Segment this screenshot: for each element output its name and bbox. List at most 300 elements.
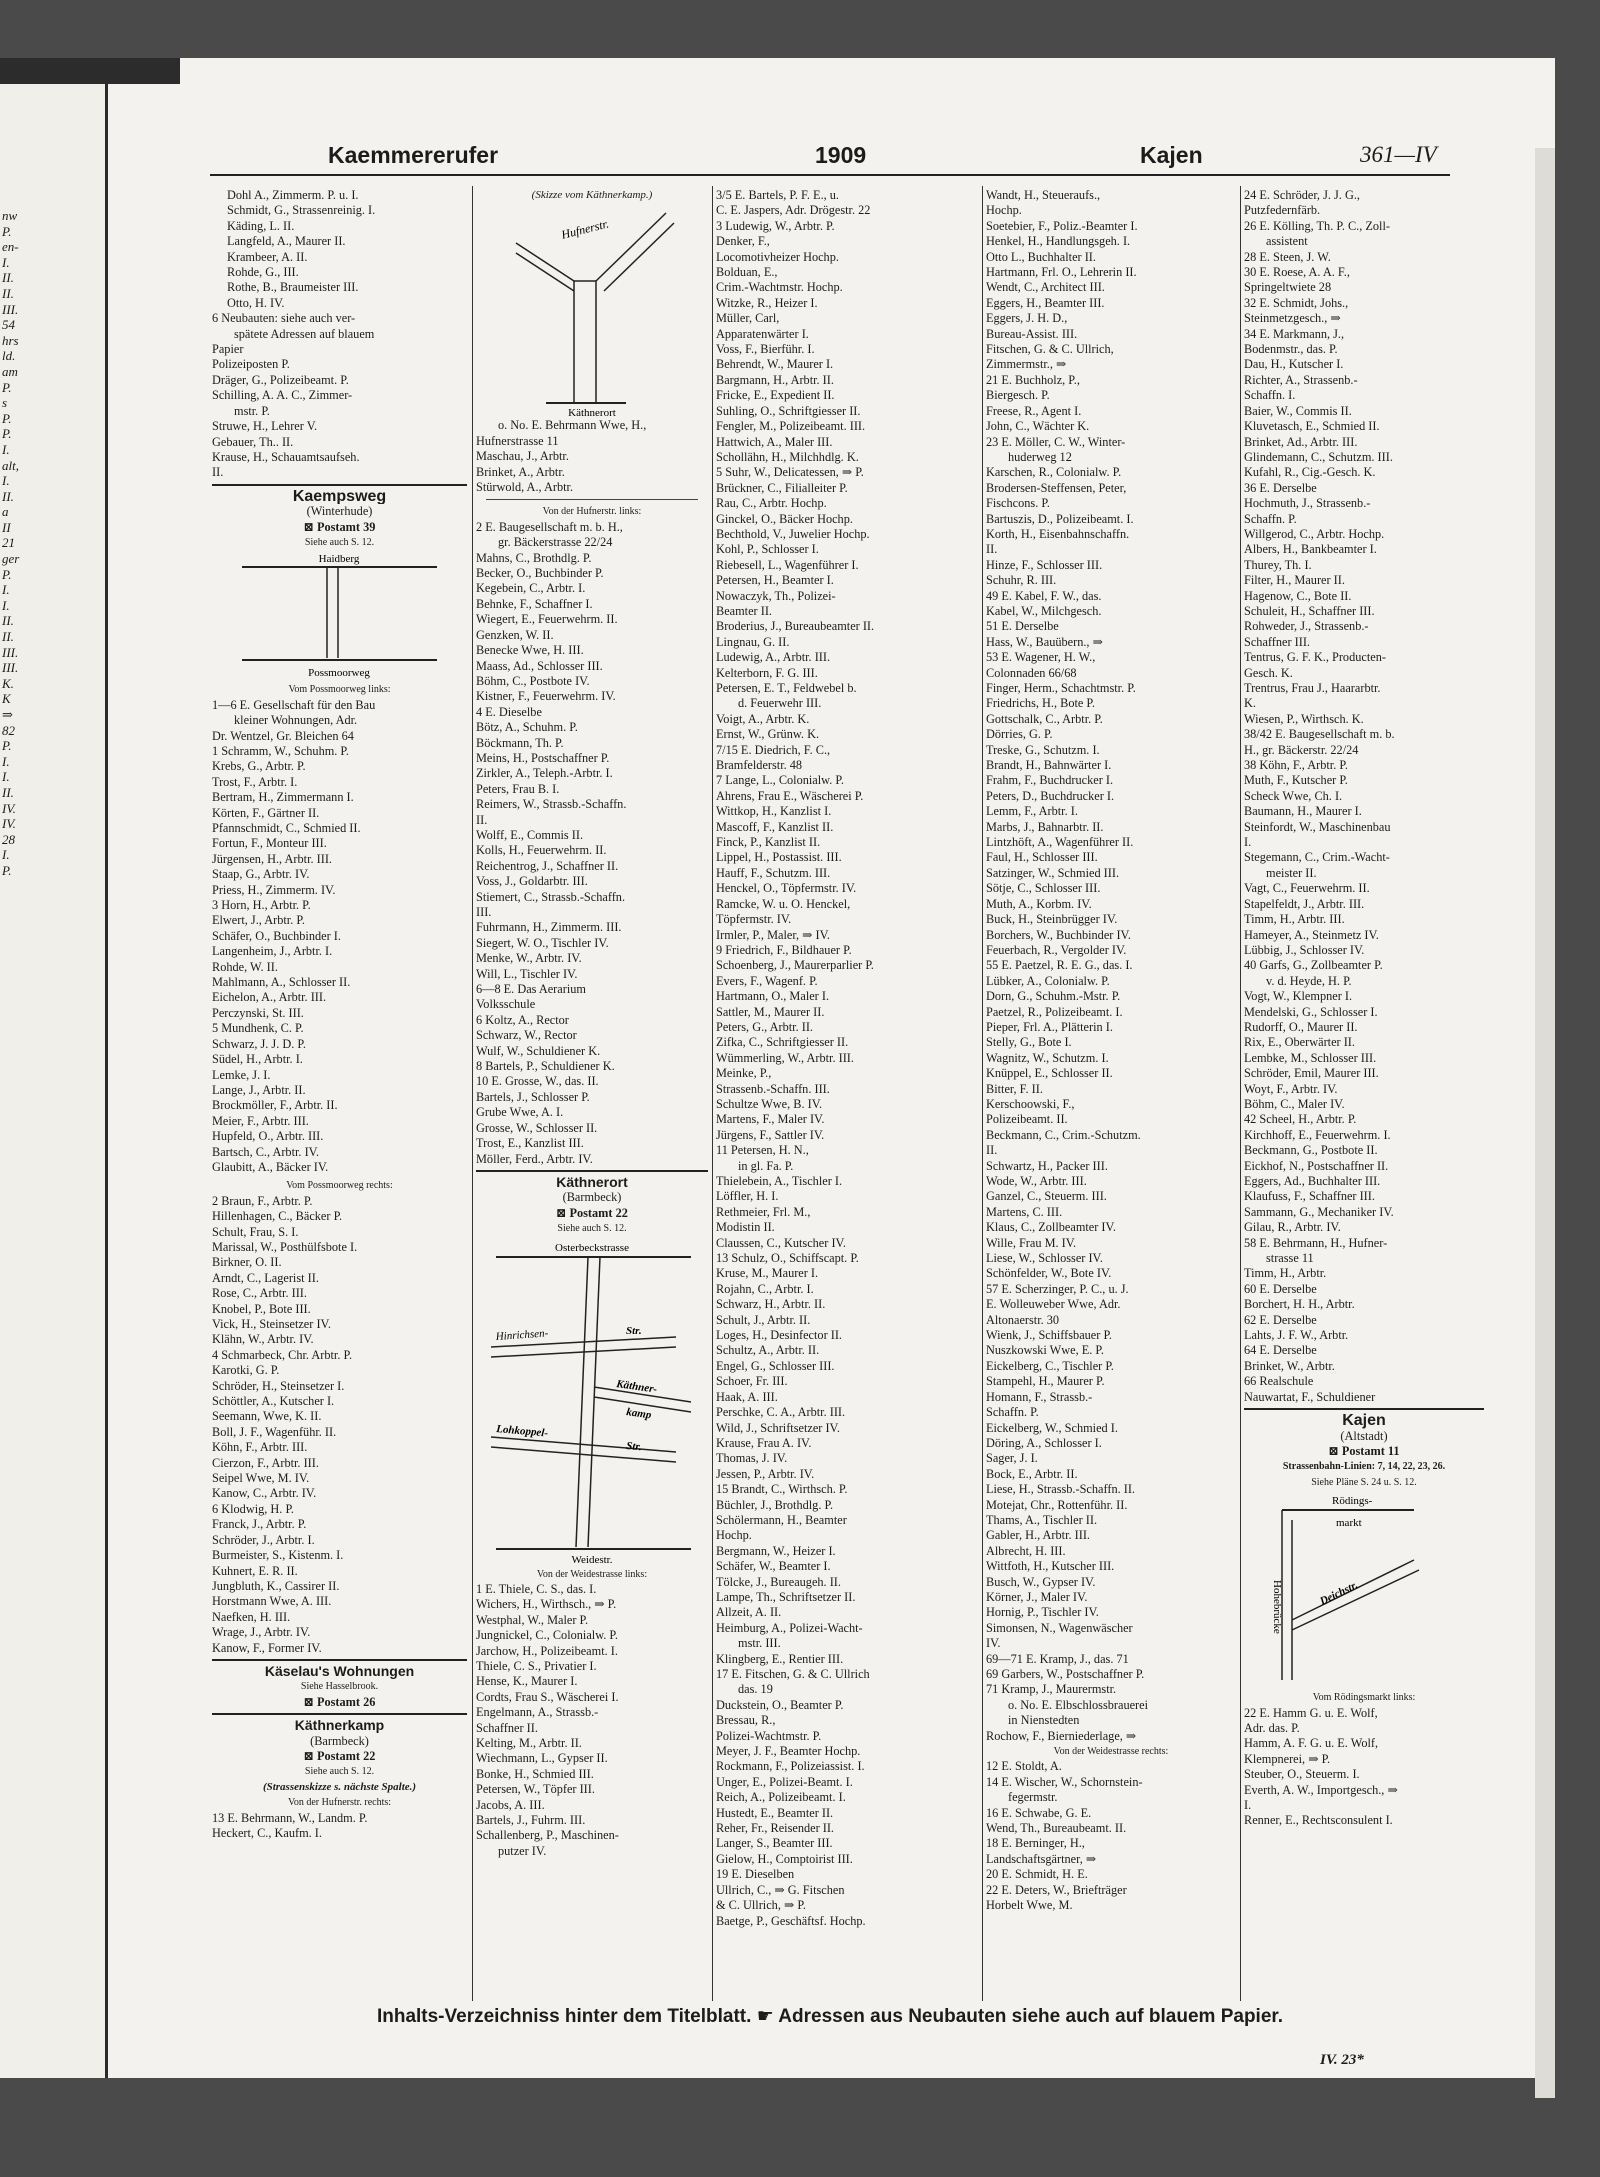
directory-entry: 6 Neubauten: siehe auch ver- bbox=[212, 311, 356, 326]
directory-entry: Meinke, P., bbox=[716, 1066, 772, 1081]
directory-entry: Woyt, F., Arbtr. IV. bbox=[1244, 1081, 1338, 1096]
street-label: Deichstr. bbox=[1318, 1579, 1360, 1608]
directory-entry: Wrage, J., Arbtr. IV. bbox=[212, 1625, 311, 1640]
postamt: ⊠ Postamt 11 bbox=[1328, 1443, 1400, 1458]
directory-entry: Vick, H., Steinsetzer IV. bbox=[212, 1317, 331, 1331]
margin-fragment: III. bbox=[2, 301, 19, 317]
directory-entry: Thiele, C. S., Privatier I. bbox=[476, 1658, 597, 1673]
street-sketch bbox=[1244, 1490, 1484, 1690]
directory-entry: Benecke Wwe, H. III. bbox=[476, 643, 584, 658]
directory-entry: Trentrus, Frau J., Haararbtr. bbox=[1244, 681, 1381, 695]
directory-entry: 2 E. Baugesellschaft m. b. H., bbox=[476, 519, 623, 534]
directory-entry: Frahm, F., Buchdrucker I. bbox=[986, 773, 1114, 788]
directory-entry: Hillenhagen, C., Bäcker P. bbox=[212, 1209, 343, 1224]
margin-fragment: ger bbox=[2, 551, 20, 567]
street-label: Hohebrücke bbox=[1271, 1580, 1283, 1634]
directory-entry: Karotki, G. P. bbox=[212, 1363, 280, 1378]
directory-entry: Duckstein, O., Beamter P. bbox=[716, 1697, 844, 1712]
directory-entry: Zirkler, A., Teleph.-Arbtr. I. bbox=[476, 766, 613, 781]
directory-entry: Ludewig, A., Arbtr. III. bbox=[716, 650, 831, 665]
directory-entry: Hamm, A. F. G. u. E. Wolf, bbox=[1244, 1736, 1379, 1751]
directory-entry: 13 Schulz, O., Schiffscapt. P. bbox=[716, 1251, 859, 1266]
street-sketch-svg bbox=[212, 550, 467, 682]
directory-entry: Kabel, W., Milchgesch. bbox=[986, 603, 1102, 618]
directory-entry: 19 E. Dieselben bbox=[716, 1867, 795, 1882]
directory-entry: II. bbox=[986, 1143, 998, 1158]
directory-entry: Klingberg, E., Rentier III. bbox=[716, 1651, 844, 1666]
directory-entry: Everth, A. W., Importgesch., ⇒ bbox=[1244, 1782, 1398, 1797]
directory-entry: Stürwold, A., Arbtr. bbox=[476, 480, 574, 495]
directory-entry: Buck, H., Steinbrügger IV. bbox=[986, 912, 1118, 927]
section-subtitle: (Winterhude) bbox=[306, 504, 373, 519]
directory-entry: Rudorff, O., Maurer II. bbox=[1244, 1019, 1358, 1034]
directory-entry: John, C., Wächter K. bbox=[986, 419, 1090, 434]
directory-entry: Menke, W., Arbtr. IV. bbox=[476, 951, 582, 966]
page-header bbox=[210, 140, 1450, 176]
directory-entry: Allzeit, A. II. bbox=[716, 1605, 782, 1620]
directory-entry: o. No. E. Behrmann Wwe, H., bbox=[498, 418, 647, 433]
directory-entry: Rethmeier, Frl. M., bbox=[716, 1204, 811, 1219]
directory-entry: 6 Klodwig, H. P. bbox=[212, 1501, 294, 1516]
directory-entry: Wittfoth, H., Kutscher III. bbox=[986, 1559, 1115, 1574]
directory-entry: Gesch. K. bbox=[1244, 665, 1293, 680]
directory-entry: Pfannschmidt, C., Schmied II. bbox=[212, 821, 361, 835]
directory-entry: Steinfordt, W., Maschinenbau bbox=[1244, 819, 1391, 834]
directory-entry: Bertram, H., Zimmermann I. bbox=[212, 790, 354, 805]
entry-list bbox=[476, 418, 708, 495]
directory-entry: Lemke, J. I. bbox=[212, 1067, 271, 1082]
directory-entry: 64 E. Derselbe bbox=[1244, 1343, 1317, 1358]
directory-entry: & C. Ullrich, ⇒ P. bbox=[716, 1898, 806, 1913]
directory-entry: Schultze Wwe, B. IV. bbox=[716, 1096, 823, 1111]
directory-entry: Evers, F., Wagenf. P. bbox=[716, 973, 818, 988]
directory-entry: H., gr. Bäckerstr. 22/24 bbox=[1244, 742, 1359, 757]
margin-fragment: I. bbox=[2, 582, 10, 598]
margin-fragment: II. bbox=[2, 784, 14, 800]
directory-entry: Colonnaden 66/68 bbox=[986, 665, 1077, 680]
directory-entry: Rockmann, F., Polizeiassist. I. bbox=[716, 1759, 865, 1774]
directory-entry: Cordts, Frau S., Wäscherei I. bbox=[476, 1689, 619, 1704]
directory-entry: 3 Horn, H., Arbtr. P. bbox=[212, 898, 311, 913]
directory-entry: Lippel, H., Postassist. III. bbox=[716, 850, 842, 865]
directory-entry: Eggers, H., Beamter III. bbox=[986, 295, 1105, 310]
directory-entry: Wagnitz, W., Schutzm. I. bbox=[986, 1050, 1109, 1065]
directory-entry: Suhling, O., Schriftgiesser II. bbox=[716, 403, 861, 418]
directory-entry: das. 19 bbox=[738, 1682, 773, 1697]
column-2 bbox=[476, 188, 708, 1859]
directory-entry: Schaffner III. bbox=[1244, 634, 1311, 649]
directory-entry: Mahns, C., Brothdlg. P. bbox=[476, 550, 592, 565]
directory-entry: Kolls, H., Feuerwehrm. II. bbox=[476, 843, 607, 858]
directory-entry: Grosse, W., Schlosser II. bbox=[476, 1120, 598, 1135]
directory-entry: 38/42 E. Baugesellschaft m. b. bbox=[1244, 727, 1395, 742]
directory-entry: 6—8 E. Das Aerarium bbox=[476, 982, 586, 997]
direction-note: Vom Possmoorweg rechts: bbox=[286, 1180, 393, 1192]
directory-entry: Eickelberg, W., Schmied I. bbox=[986, 1420, 1118, 1435]
directory-entry: Dräger, G., Polizeibeamt. P. bbox=[212, 372, 349, 387]
direction-note: Von der Hufnerstr. links: bbox=[542, 506, 642, 518]
directory-entry: Voigt, A., Arbtr. K. bbox=[716, 711, 810, 726]
directory-entry: Eggers, Ad., Buchhalter III. bbox=[1244, 1174, 1381, 1188]
directory-entry: Brockmöller, F., Arbtr. II. bbox=[212, 1098, 338, 1113]
directory-entry: Adr. das. P. bbox=[1244, 1720, 1300, 1735]
directory-entry: Wandt, H., Steueraufs., bbox=[986, 188, 1101, 202]
street-label: kamp bbox=[625, 1405, 653, 1421]
directory-entry: Fricke, E., Expedient II. bbox=[716, 388, 835, 403]
entry-list bbox=[476, 1582, 708, 1859]
directory-entry: Wild, J., Schriftsetzer IV. bbox=[716, 1420, 840, 1435]
directory-entry: Wendt, C., Architect III. bbox=[986, 280, 1105, 295]
directory-entry: 17 E. Fitschen, G. & C. Ullrich bbox=[716, 1667, 870, 1681]
directory-entry: 21 E. Buchholz, P., bbox=[986, 372, 1080, 387]
directory-entry: III. bbox=[476, 905, 492, 919]
column-3 bbox=[716, 188, 978, 1929]
section-title: Käthnerkamp bbox=[294, 1718, 385, 1734]
directory-entry: Maschau, J., Arbtr. bbox=[476, 449, 569, 464]
directory-entry: Marissal, W., Posthülfsbote I. bbox=[212, 1239, 358, 1254]
postamt: ⊠ Postamt 39 bbox=[303, 519, 376, 534]
street-sketch-svg bbox=[1244, 1490, 1484, 1690]
directory-entry: Wichers, H., Wirthsch., ⇒ P. bbox=[476, 1597, 617, 1612]
directory-entry: Paetzel, R., Polizeibeamt. I. bbox=[986, 1004, 1123, 1019]
directory-entry: Wittkop, H., Kanzlist I. bbox=[716, 804, 832, 819]
directory-entry: Genzken, W. II. bbox=[476, 627, 554, 642]
directory-entry: Horbelt Wwe, M. bbox=[986, 1898, 1073, 1913]
directory-entry: 9 Friedrich, F., Bildhauer P. bbox=[716, 942, 852, 957]
header-left-street: Kaemmererufer bbox=[328, 142, 499, 168]
directory-entry: Naefken, H. III. bbox=[212, 1609, 291, 1624]
directory-entry: Lübbig, J., Schlosser IV. bbox=[1244, 942, 1365, 957]
directory-entry: Gabler, H., Arbtr. III. bbox=[986, 1528, 1091, 1543]
directory-entry: Schilling, A. A. C., Zimmer- bbox=[212, 388, 353, 403]
margin-fragment: IV. bbox=[2, 800, 16, 816]
section-rule bbox=[212, 1713, 467, 1715]
directory-entry: Kirchhoff, E., Feuerwehrm. I. bbox=[1244, 1127, 1391, 1142]
directory-entry: Papier bbox=[212, 342, 244, 357]
postamt: ⊠ Postamt 22 bbox=[556, 1205, 628, 1220]
directory-entry: I. bbox=[1244, 1797, 1252, 1812]
directory-entry: Schaffn. P. bbox=[986, 1405, 1039, 1420]
directory-entry: Reichentrog, J., Schaffner II. bbox=[476, 858, 619, 873]
directory-entry: Brandt, H., Bahnwärter I. bbox=[986, 758, 1112, 773]
directory-entry: Henkel, H., Handlungsgeh. I. bbox=[986, 234, 1131, 249]
directory-entry: Hochp. bbox=[716, 1528, 752, 1543]
entry-list bbox=[212, 1811, 467, 1842]
directory-entry: Broderius, J., Bureaubeamter II. bbox=[716, 619, 875, 634]
margin-fragment: II bbox=[2, 519, 11, 535]
directory-entry: Freese, R., Agent I. bbox=[986, 403, 1082, 418]
directory-entry: Schwarz, W., Rector bbox=[476, 1028, 577, 1043]
entry-list bbox=[212, 188, 467, 311]
street-label: Haidberg bbox=[318, 553, 360, 566]
directory-entry: Vogt, W., Klempner I. bbox=[1244, 989, 1353, 1004]
directory-entry: Wümmerling, W., Arbtr. III. bbox=[716, 1050, 854, 1065]
directory-entry: Liese, W., Schlosser IV. bbox=[986, 1251, 1103, 1266]
directory-entry: 49 E. Kabel, F. W., das. bbox=[986, 588, 1102, 603]
directory-entry: Fuhrmann, H., Zimmerm. III. bbox=[476, 920, 622, 935]
directory-entry: Krambeer, A. II. bbox=[227, 249, 308, 264]
directory-entry: Körten, F., Gärtner II. bbox=[212, 805, 320, 820]
directory-entry: Dau, H., Kutscher I. bbox=[1244, 357, 1344, 372]
directory-entry: Meier, F., Arbtr. III. bbox=[212, 1113, 309, 1128]
directory-entry: 71 Kramp, J., Maurermstr. bbox=[986, 1682, 1117, 1697]
directory-entry: Volksschule bbox=[476, 997, 536, 1012]
directory-entry: 62 E. Derselbe bbox=[1244, 1312, 1317, 1327]
directory-entry: IV. bbox=[986, 1636, 1001, 1651]
directory-entry: Denker, F., bbox=[716, 234, 770, 249]
directory-entry: v. d. Heyde, H. P. bbox=[1266, 973, 1352, 988]
directory-entry: Martens, C. III. bbox=[986, 1204, 1063, 1219]
directory-entry: Klaus, C., Zollbeamter IV. bbox=[986, 1220, 1116, 1235]
street-line bbox=[1292, 1570, 1419, 1630]
directory-entry: Claussen, C., Kutscher IV. bbox=[716, 1235, 846, 1250]
margin-fragment: IV. bbox=[2, 816, 16, 832]
directory-entry: Hustedt, E., Beamter II. bbox=[716, 1805, 834, 1820]
directory-entry: 69—71 E. Kramp, J., das. 71 bbox=[986, 1651, 1129, 1666]
directory-entry: Bureau-Assist. III. bbox=[986, 326, 1078, 341]
directory-entry: fegermstr. bbox=[1008, 1790, 1058, 1805]
street-line bbox=[604, 223, 674, 291]
directory-entry: Hupfeld, O., Arbtr. III. bbox=[212, 1129, 324, 1144]
directory-entry: Bramfelderstr. 48 bbox=[716, 758, 803, 773]
directory-entry: Bonke, H., Schmied III. bbox=[476, 1766, 594, 1781]
margin-fragment: ld. bbox=[2, 348, 16, 364]
directory-entry: Homann, F., Strassb.- bbox=[986, 1389, 1093, 1404]
margin-fragment: P. bbox=[2, 566, 12, 582]
section-title: Käselau's Wohnungen bbox=[264, 1663, 415, 1679]
directory-entry: 58 E. Behrmann, H., Hufner- bbox=[1244, 1235, 1388, 1250]
directory-entry: Schaffn. P. bbox=[1244, 511, 1297, 526]
postamt: ⊠ Postamt 22 bbox=[303, 1748, 376, 1763]
directory-entry: Lintzhöft, A., Wagenführer II. bbox=[986, 835, 1134, 850]
entry-list bbox=[476, 520, 708, 1167]
directory-entry: Struwe, H., Lehrer V. bbox=[212, 419, 318, 434]
margin-fragment: I. bbox=[2, 753, 10, 769]
directory-entry: Thomas, J. IV. bbox=[716, 1451, 788, 1466]
directory-entry: Beamter II. bbox=[716, 603, 772, 618]
directory-entry: Petersen, H., Beamter I. bbox=[716, 573, 834, 588]
directory-entry: Brinket, A., Arbtr. bbox=[476, 464, 565, 479]
directory-entry: Hameyer, A., Steinmetz IV. bbox=[1244, 927, 1379, 942]
directory-entry: Schöttler, A., Kutscher I. bbox=[212, 1394, 335, 1409]
directory-entry: Beckmann, G., Postbote II. bbox=[1244, 1143, 1378, 1158]
directory-entry: Perschke, C. A., Arbtr. III. bbox=[716, 1405, 846, 1420]
margin-fragment: 21 bbox=[2, 535, 15, 551]
margin-fragment: II. bbox=[2, 613, 14, 629]
street-line bbox=[576, 1257, 588, 1547]
directory-entry: Hartmann, Frl. O., Lehrerin II. bbox=[986, 265, 1137, 280]
directory-entry: Ernst, W., Grünw. K. bbox=[716, 727, 820, 742]
directory-entry: Hornig, P., Tischler IV. bbox=[986, 1605, 1099, 1620]
column-5 bbox=[1244, 188, 1484, 1829]
directory-entry: Schmidt, G., Strassenreinig. I. bbox=[227, 203, 376, 218]
directory-entry: Otto, H. IV. bbox=[227, 295, 285, 310]
directory-entry: Schröder, J., Arbtr. I. bbox=[212, 1532, 315, 1547]
directory-entry: Apparatenwärter I. bbox=[716, 326, 809, 341]
margin-fragment: P. bbox=[2, 379, 12, 395]
directory-entry: Wille, Frau M. IV. bbox=[986, 1235, 1077, 1250]
street-label: Str. bbox=[625, 1439, 643, 1453]
directory-entry: Möller, Ferd., Arbtr. IV. bbox=[476, 1151, 593, 1166]
directory-entry: Bergmann, W., Heizer I. bbox=[716, 1543, 836, 1558]
directory-entry: Stapelfeldt, J., Arbtr. III. bbox=[1244, 896, 1365, 911]
margin-fragment: am bbox=[2, 363, 18, 379]
directory-entry: Richter, A., Strassenb.- bbox=[1244, 372, 1358, 387]
directory-entry: Schuleit, H., Schaffner III. bbox=[1244, 603, 1375, 618]
directory-entry: 1—6 E. Gesellschaft für den Bau bbox=[212, 697, 376, 712]
directory-entry: Baumann, H., Maurer I. bbox=[1244, 804, 1362, 819]
directory-entry: Riebesell, L., Wagenführer I. bbox=[716, 557, 859, 572]
directory-entry: Feuerbach, R., Vergolder IV. bbox=[986, 942, 1127, 957]
margin-fragment: II. bbox=[2, 270, 14, 286]
directory-entry: Kelting, M., Arbtr. II. bbox=[476, 1736, 582, 1750]
margin-fragment: III. bbox=[2, 660, 19, 676]
directory-entry: Rojahn, C., Arbtr. I. bbox=[716, 1281, 814, 1296]
directory-entry: Schoenberg, J., Maurerparlier P. bbox=[716, 958, 874, 973]
directory-entry: Gilau, R., Arbtr. IV. bbox=[1244, 1220, 1341, 1235]
directory-entry: Mascoff, F., Kanzlist II. bbox=[716, 819, 834, 834]
directory-entry: 28 E. Steen, J. W. bbox=[1244, 249, 1331, 264]
directory-entry: Simonsen, N., Wagenwäscher bbox=[986, 1620, 1133, 1635]
directory-entry: Pieper, Frl. A., Plätterin I. bbox=[986, 1019, 1113, 1034]
directory-entry: Hochmuth, J., Strassenb.- bbox=[1244, 496, 1371, 511]
section-title: Kajen bbox=[1342, 1413, 1386, 1429]
directory-entry: Scheck Wwe, Ch. I. bbox=[1244, 788, 1343, 803]
directory-entry: Wulf, W., Schuldiener K. bbox=[476, 1043, 601, 1058]
directory-entry: Rohde, G., III. bbox=[227, 265, 299, 280]
directory-entry: Lübker, A., Colonialw. P. bbox=[986, 973, 1110, 988]
street-label: Käthner- bbox=[615, 1377, 658, 1396]
street-label: Hinrichsen- bbox=[495, 1326, 549, 1343]
siehe-note: Siehe auch S. 12. bbox=[557, 1223, 627, 1235]
directory-entry: II. bbox=[476, 812, 488, 827]
directory-entry: Klaufuss, F., Schaffner III. bbox=[1244, 1189, 1375, 1204]
entry-list bbox=[1244, 188, 1484, 1405]
directory-entry: Dohl A., Zimmerm. P. u. I. bbox=[227, 188, 359, 202]
directory-entry: Körner, J., Maler IV. bbox=[986, 1589, 1088, 1604]
margin-fragment: I. bbox=[2, 473, 10, 489]
directory-entry: 26 E. Kölling, Th. P. C., Zoll- bbox=[1244, 218, 1390, 233]
directory-entry: Friedrichs, H., Bote P. bbox=[986, 696, 1095, 711]
directory-entry: Tölcke, J., Bureaugeh. II. bbox=[716, 1574, 841, 1589]
directory-entry: 1 E. Thiele, C. S., das. I. bbox=[476, 1581, 597, 1596]
directory-entry: 5 Suhr, W., Delicatessen, ⇒ P. bbox=[716, 465, 864, 480]
directory-entry: Soetebier, F., Poliz.-Beamter I. bbox=[986, 218, 1138, 233]
directory-entry: Eggers, J. H. D., bbox=[986, 311, 1068, 326]
directory-entry: Hochp. bbox=[986, 203, 1022, 218]
entry-list bbox=[1244, 1706, 1484, 1829]
scan-border bbox=[0, 58, 180, 84]
directory-entry: Willgerod, C., Arbtr. Hochp. bbox=[1244, 526, 1385, 541]
street-label: Possmoorweg bbox=[308, 667, 370, 680]
directory-entry: Stegemann, C., Crim.-Wacht- bbox=[1244, 850, 1390, 865]
directory-entry: Rose, C., Arbtr. III. bbox=[212, 1286, 307, 1301]
section-rule bbox=[212, 1659, 467, 1661]
directory-entry: Schäfer, W., Beamter I. bbox=[716, 1559, 831, 1574]
directory-entry: Steinmetzgesch., ⇒ bbox=[1244, 311, 1341, 326]
directory-entry: 51 E. Derselbe bbox=[986, 619, 1059, 634]
directory-entry: Wiegert, E., Feuerwehrm. II. bbox=[476, 612, 618, 627]
directory-entry: 22 E. Deters, W., Briefträger bbox=[986, 1882, 1127, 1897]
section-title: Käthnerort bbox=[556, 1174, 628, 1190]
directory-entry: Rix, E., Oberwärter II. bbox=[1244, 1035, 1355, 1050]
margin-fragment: III. bbox=[2, 644, 19, 660]
directory-entry: Sötje, C., Schlosser III. bbox=[986, 881, 1101, 896]
directory-entry: 24 E. Schröder, J. J. G., bbox=[1244, 188, 1360, 202]
directory-entry: Ginckel, O., Bäcker Hochp. bbox=[716, 511, 853, 526]
siehe-note: Siehe Hasselbrook. bbox=[300, 1681, 379, 1693]
direction-note: Von der Weidestrasse links: bbox=[536, 1568, 648, 1580]
margin-fragment: II. bbox=[2, 629, 14, 645]
directory-entry: Hufnerstrasse 11 bbox=[476, 433, 559, 448]
column-1 bbox=[212, 188, 467, 1841]
directory-entry: kleiner Wohnungen, Adr. bbox=[234, 713, 358, 728]
directory-entry: Crim.-Wachtmstr. Hochp. bbox=[716, 280, 843, 295]
street-label: Weidestr. bbox=[571, 1553, 613, 1566]
directory-entry: Schwarz, J. J. D. P. bbox=[212, 1036, 306, 1051]
directory-entry: Petersen, W., Töpfer III. bbox=[476, 1782, 595, 1797]
directory-entry: Glindemann, C., Schutzm. III. bbox=[1244, 449, 1393, 464]
directory-entry: 53 E. Wagener, H. W., bbox=[986, 650, 1096, 665]
directory-entry: Töpfermstr. IV. bbox=[716, 912, 792, 927]
directory-entry: Döring, A., Schlosser I. bbox=[986, 1435, 1102, 1450]
street-label: markt bbox=[1336, 1517, 1362, 1530]
directory-entry: Springeltwiete 28 bbox=[1244, 280, 1332, 295]
directory-entry: Reher, Fr., Reisender II. bbox=[716, 1821, 835, 1836]
directory-entry: Bartels, J., Fuhrm. III. bbox=[476, 1813, 586, 1828]
directory-entry: Jürgensen, H., Arbtr. III. bbox=[212, 851, 332, 866]
directory-entry: Korth, H., Eisenbahnschaffn. bbox=[986, 526, 1130, 541]
directory-entry: Schoer, Fr. III. bbox=[716, 1374, 788, 1389]
margin-fragment: nw bbox=[2, 208, 18, 223]
directory-entry: Bodenmstr., das. P. bbox=[1244, 342, 1338, 357]
margin-fragment: II. bbox=[2, 285, 14, 301]
directory-entry: Seipel Wwe, M. IV. bbox=[212, 1471, 310, 1486]
directory-entry: Baier, W., Commis II. bbox=[1244, 403, 1352, 418]
directory-entry: Will, L., Tischler IV. bbox=[476, 966, 578, 981]
directory-entry: Henckel, O., Töpfermstr. IV. bbox=[716, 881, 857, 896]
directory-entry: 10 E. Grosse, W., das. II. bbox=[476, 1074, 599, 1089]
directory-entry: Schönfelder, W., Bote IV. bbox=[986, 1266, 1112, 1281]
directory-entry: Lampe, Th., Schriftsetzer II. bbox=[716, 1589, 856, 1604]
sketch-note: (Strassenskizze s. nächste Spalte.) bbox=[262, 1780, 417, 1793]
directory-entry: Lahts, J. F. W., Arbtr. bbox=[1244, 1328, 1349, 1343]
directory-entry: Südel, H., Arbtr. I. bbox=[212, 1052, 303, 1067]
directory-entry: 14 E. Wischer, W., Schornstein- bbox=[986, 1774, 1143, 1789]
directory-entry: mstr. P. bbox=[234, 403, 270, 418]
directory-entry: Nauwartat, F., Schuldiener bbox=[1244, 1389, 1376, 1404]
directory-entry: Sattler, M., Maurer II. bbox=[716, 1004, 825, 1019]
directory-entry: Otto L., Buchhalter II. bbox=[986, 249, 1096, 264]
margin-fragment: P. bbox=[2, 862, 12, 878]
directory-entry: Nuszkowski Wwe, E. P. bbox=[986, 1343, 1104, 1358]
directory-entry: 30 E. Roese, A. A. F., bbox=[1244, 265, 1350, 280]
directory-entry: Borchers, W., Buchbinder IV. bbox=[986, 927, 1131, 942]
directory-entry: Heimburg, A., Polizei-Wacht- bbox=[716, 1620, 863, 1635]
directory-entry: putzer IV. bbox=[498, 1843, 547, 1858]
directory-entry: 4 E. Dieselbe bbox=[476, 704, 542, 719]
directory-entry: Ganzel, C., Steuerm. III. bbox=[986, 1189, 1107, 1204]
directory-entry: Krebs, G., Arbtr. P. bbox=[212, 759, 306, 774]
margin-fragment: ⇒ bbox=[2, 707, 13, 722]
directory-entry: Schölermann, H., Beamter bbox=[716, 1512, 847, 1527]
directory-entry: Bitter, F. II. bbox=[986, 1081, 1043, 1096]
section-rule bbox=[1244, 1408, 1484, 1410]
margin-fragment: P. bbox=[2, 223, 12, 239]
directory-entry: Peters, G., Arbtr. II. bbox=[716, 1019, 813, 1034]
directory-entry: Ahrens, Frau E., Wäscherei P. bbox=[716, 788, 864, 803]
directory-entry: Zimmermstr., ⇒ bbox=[986, 357, 1067, 372]
